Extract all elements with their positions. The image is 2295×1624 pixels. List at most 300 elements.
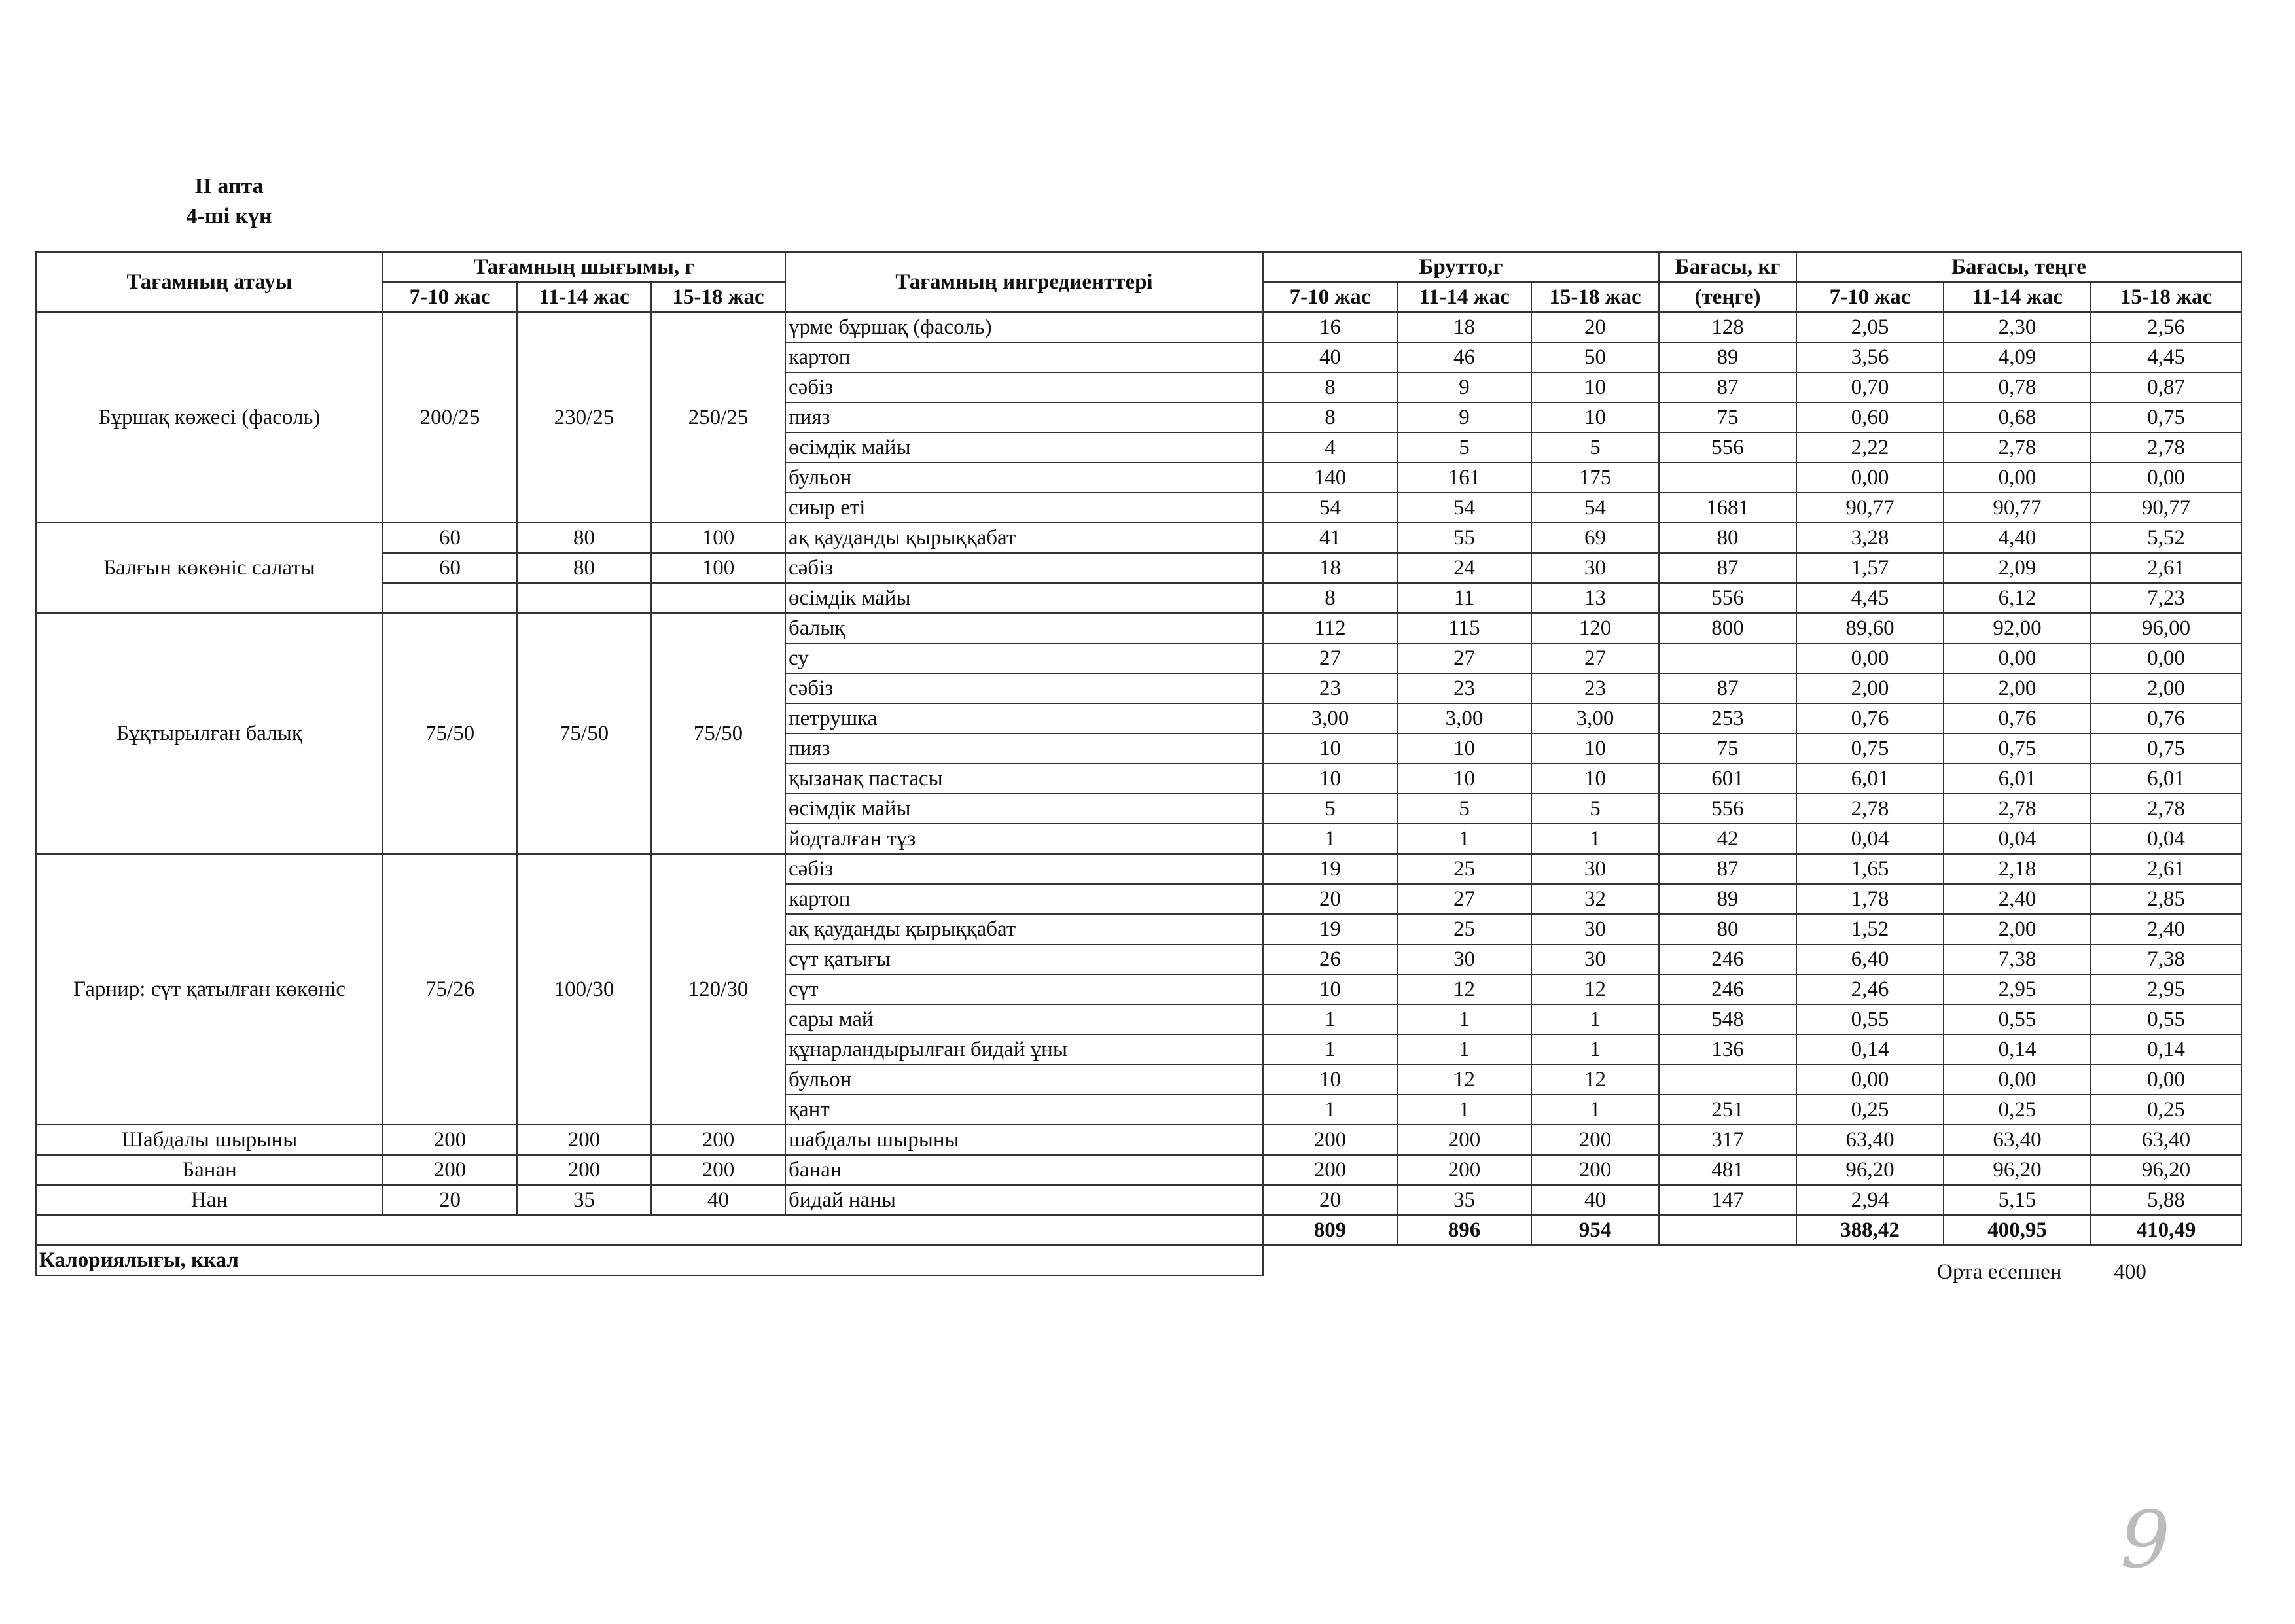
ingredient-value: 30: [1397, 944, 1531, 974]
ingredient-value: 0,75: [1944, 733, 2091, 764]
yield-age-15-18: 15-18 жас: [651, 282, 785, 312]
ingredient-value: 4: [1263, 432, 1397, 463]
ingredient-value: 1: [1397, 1095, 1531, 1125]
ingredient-value: 0,00: [2091, 643, 2241, 673]
ingredient-value: 253: [1659, 703, 1796, 733]
ingredient-value: 2,00: [1944, 914, 2091, 944]
ingredient-value: 0,76: [1796, 703, 1944, 733]
dish-yield: 40: [651, 1185, 785, 1215]
ingredient-value: 35: [1397, 1185, 1531, 1215]
ingredient-value: 9: [1397, 372, 1531, 402]
ingredient-value: 0,00: [1796, 463, 1944, 493]
dish-name: Гарнир: сүт қатылған көкөніс: [36, 854, 383, 1125]
ingredient-value: 0,00: [2091, 1065, 2241, 1095]
ingredient-value: 11: [1397, 583, 1531, 613]
ingredient-value: 251: [1659, 1095, 1796, 1125]
ingredient-value: 2,95: [2091, 974, 2241, 1004]
ingredient-value: 10: [1531, 733, 1659, 764]
ingredient-value: 30: [1531, 854, 1659, 884]
ingredient-value: 92,00: [1944, 613, 2091, 643]
price-age-15-18: 15-18 жас: [2091, 282, 2241, 312]
page-number: 9: [2120, 1495, 2171, 1586]
ingredient-value: 0,04: [1796, 824, 1944, 854]
ingredient-value: 246: [1659, 974, 1796, 1004]
ingredient-value: 0,75: [2091, 402, 2241, 432]
dish-yield: 60: [383, 523, 517, 553]
dish-yield: [651, 583, 785, 613]
ingredient-value: 2,94: [1796, 1185, 1944, 1215]
ingredient-name: сүт қатығы: [785, 944, 1263, 974]
ingredient-value: 27: [1531, 643, 1659, 673]
ingredient-value: 1,57: [1796, 553, 1944, 583]
ingredient-value: 89,60: [1796, 613, 1944, 643]
ingredient-name: бидай наны: [785, 1185, 1263, 1215]
ingredient-value: 10: [1531, 764, 1659, 794]
ingredient-value: 63,40: [1944, 1125, 2091, 1155]
ingredient-value: 24: [1397, 553, 1531, 583]
ingredient-value: 5: [1397, 432, 1531, 463]
ingredient-value: 200: [1397, 1155, 1531, 1185]
ingredient-value: 63,40: [2091, 1125, 2241, 1155]
ingredient-value: 556: [1659, 794, 1796, 824]
ingredient-value: 12: [1397, 974, 1531, 1004]
ingredient-value: 0,76: [1944, 703, 2091, 733]
dish-name: Бұршақ көжесі (фасоль): [36, 312, 383, 523]
ingredient-value: 140: [1263, 463, 1397, 493]
yield-age-11-14: 11-14 жас: [517, 282, 651, 312]
ingredient-value: 3,00: [1263, 703, 1397, 733]
ingredient-value: 27: [1397, 643, 1531, 673]
ingredient-value: 40: [1263, 342, 1397, 372]
dish-yield: 200: [517, 1125, 651, 1155]
ingredient-value: 18: [1397, 312, 1531, 342]
dish-yield: [517, 583, 651, 613]
ingredient-name: сәбіз: [785, 673, 1263, 703]
ingredient-value: 6,40: [1796, 944, 1944, 974]
ingredient-name: өсімдік майы: [785, 583, 1263, 613]
ingredient-name: йодталған тұз: [785, 824, 1263, 854]
ingredient-value: 200: [1263, 1155, 1397, 1185]
dish-name: Шабдалы шырыны: [36, 1125, 383, 1155]
ingredient-value: 5: [1531, 432, 1659, 463]
ingredient-value: 30: [1531, 944, 1659, 974]
ingredient-name: ақ қауданды қырыққабат: [785, 523, 1263, 553]
dish-name: Нан: [36, 1185, 383, 1215]
dish-yield: 80: [517, 523, 651, 553]
col-dish-name: Тағамның атауы: [36, 252, 383, 312]
ingredient-name: үрме бұршақ (фасоль): [785, 312, 1263, 342]
ingredient-value: 55: [1397, 523, 1531, 553]
ingredient-value: 2,22: [1796, 432, 1944, 463]
ingredient-value: 96,00: [2091, 613, 2241, 643]
ingredient-name: петрушка: [785, 703, 1263, 733]
ingredient-value: 96,20: [1796, 1155, 1944, 1185]
dish-name: Балғын көкөніс салаты: [36, 523, 383, 613]
ingredient-value: 90,77: [1796, 493, 1944, 523]
ingredient-value: 5: [1397, 794, 1531, 824]
ingredient-value: 12: [1531, 974, 1659, 1004]
dish-yield: 200: [383, 1125, 517, 1155]
ingredient-value: 0,00: [1796, 1065, 1944, 1095]
ingredient-value: 69: [1531, 523, 1659, 553]
ingredient-value: 25: [1397, 854, 1531, 884]
col-price-kg: Бағасы, кг: [1659, 252, 1796, 282]
dish-yield: 75/50: [383, 613, 517, 854]
table-row: [36, 854, 2241, 884]
ingredient-name: құнарландырылған бидай ұны: [785, 1034, 1263, 1065]
ingredient-value: 4,09: [1944, 342, 2091, 372]
ingredient-value: 200: [1397, 1125, 1531, 1155]
ingredient-value: 800: [1659, 613, 1796, 643]
table-row: [36, 1125, 2241, 1155]
ingredient-value: 13: [1531, 583, 1659, 613]
ingredient-value: 27: [1263, 643, 1397, 673]
dish-yield: 75/50: [651, 613, 785, 854]
ingredient-value: [1659, 463, 1796, 493]
document-header: [164, 171, 294, 232]
dish-yield: 100/30: [517, 854, 651, 1125]
ingredient-value: 23: [1397, 673, 1531, 703]
col-price-kg-unit: (теңге): [1659, 282, 1796, 312]
ingredient-value: 87: [1659, 553, 1796, 583]
ingredient-value: 1: [1263, 1004, 1397, 1034]
ingredient-value: 147: [1659, 1185, 1796, 1215]
dish-yield: [383, 583, 517, 613]
ingredient-value: 601: [1659, 764, 1796, 794]
dish-yield: 200/25: [383, 312, 517, 523]
ingredient-name: сәбіз: [785, 372, 1263, 402]
total-price-15-18: 410,49: [2091, 1215, 2241, 1245]
ingredient-value: 0,25: [2091, 1095, 2241, 1125]
ingredient-value: 10: [1397, 764, 1531, 794]
ingredient-value: 0,00: [1796, 643, 1944, 673]
brutto-age-7-10: 7-10 жас: [1263, 282, 1397, 312]
table-header: [36, 252, 2241, 312]
ingredient-value: 200: [1531, 1125, 1659, 1155]
ingredient-value: 2,95: [1944, 974, 2091, 1004]
ingredient-value: 2,40: [2091, 914, 2241, 944]
ingredient-value: 1: [1531, 1004, 1659, 1034]
ingredient-value: 0,75: [1796, 733, 1944, 764]
dish-yield: 200: [651, 1125, 785, 1155]
ingredient-value: 317: [1659, 1125, 1796, 1155]
ingredient-value: 30: [1531, 553, 1659, 583]
ingredient-value: 2,00: [2091, 673, 2241, 703]
ingredient-value: 87: [1659, 372, 1796, 402]
ingredient-value: 63,40: [1796, 1125, 1944, 1155]
ingredient-value: 20: [1263, 884, 1397, 914]
average-label: Орта есеппен: [1937, 1260, 2062, 1284]
calorie-label: Калориялығы, ккал: [36, 1245, 1263, 1275]
ingredient-value: 0,14: [2091, 1034, 2241, 1065]
ingredient-value: 1: [1397, 824, 1531, 854]
total-brutto-11-14: 896: [1397, 1215, 1531, 1245]
dish-yield: 20: [383, 1185, 517, 1215]
ingredient-value: 19: [1263, 914, 1397, 944]
ingredient-value: 1: [1531, 1095, 1659, 1125]
table-row: [36, 1155, 2241, 1185]
ingredient-value: 548: [1659, 1004, 1796, 1034]
table-body: [36, 312, 2241, 1215]
ingredient-value: 19: [1263, 854, 1397, 884]
ingredient-value: 20: [1531, 312, 1659, 342]
ingredient-value: 46: [1397, 342, 1531, 372]
ingredient-value: 128: [1659, 312, 1796, 342]
ingredient-value: 200: [1531, 1155, 1659, 1185]
dish-name: Бұқтырылған балық: [36, 613, 383, 854]
ingredient-value: 0,55: [2091, 1004, 2241, 1034]
ingredient-value: 54: [1263, 493, 1397, 523]
ingredient-value: 30: [1531, 914, 1659, 944]
ingredient-value: 54: [1397, 493, 1531, 523]
ingredient-name: картоп: [785, 342, 1263, 372]
ingredient-value: 80: [1659, 523, 1796, 553]
ingredient-value: 42: [1659, 824, 1796, 854]
ingredient-value: 2,00: [1796, 673, 1944, 703]
ingredient-value: 10: [1263, 764, 1397, 794]
ingredient-name: банан: [785, 1155, 1263, 1185]
ingredient-name: пияз: [785, 402, 1263, 432]
ingredient-value: 7,23: [2091, 583, 2241, 613]
ingredient-name: су: [785, 643, 1263, 673]
dish-yield: 200: [651, 1155, 785, 1185]
ingredient-value: 0,25: [1944, 1095, 2091, 1125]
ingredient-value: 26: [1263, 944, 1397, 974]
table-row: [36, 1185, 2241, 1215]
ingredient-name: бульон: [785, 1065, 1263, 1095]
average-value: 400: [2114, 1260, 2146, 1284]
ingredient-value: 136: [1659, 1034, 1796, 1065]
ingredient-value: 2,78: [2091, 794, 2241, 824]
total-brutto-15-18: 954: [1531, 1215, 1659, 1245]
ingredient-value: 175: [1531, 463, 1659, 493]
dish-yield: 200: [517, 1155, 651, 1185]
ingredient-value: 2,78: [1944, 432, 2091, 463]
yield-age-7-10: 7-10 жас: [383, 282, 517, 312]
ingredient-value: 87: [1659, 854, 1796, 884]
ingredient-value: 6,01: [2091, 764, 2241, 794]
ingredient-value: 10: [1263, 1065, 1397, 1095]
ingredient-value: 0,68: [1944, 402, 2091, 432]
ingredient-value: 3,00: [1397, 703, 1531, 733]
dish-yield: 75/26: [383, 854, 517, 1125]
ingredient-value: 0,70: [1796, 372, 1944, 402]
ingredient-value: 1: [1397, 1034, 1531, 1065]
col-yield: Тағамның шығымы, г: [383, 252, 785, 282]
ingredient-value: 4,45: [2091, 342, 2241, 372]
ingredient-value: 1: [1263, 1095, 1397, 1125]
ingredient-name: қант: [785, 1095, 1263, 1125]
ingredient-value: 2,61: [2091, 854, 2241, 884]
ingredient-name: ақ қауданды қырыққабат: [785, 914, 1263, 944]
ingredient-value: 1,52: [1796, 914, 1944, 944]
brutto-age-15-18: 15-18 жас: [1531, 282, 1659, 312]
ingredient-value: 25: [1397, 914, 1531, 944]
menu-table: [35, 251, 2242, 1276]
ingredient-name: картоп: [785, 884, 1263, 914]
col-brutto: Брутто,г: [1263, 252, 1659, 282]
ingredient-value: 1,78: [1796, 884, 1944, 914]
ingredient-value: 5: [1531, 794, 1659, 824]
ingredient-value: 556: [1659, 432, 1796, 463]
table-row: [36, 312, 2241, 342]
ingredient-value: 1: [1263, 1034, 1397, 1065]
ingredient-value: 1: [1531, 1034, 1659, 1065]
ingredient-value: 2,40: [1944, 884, 2091, 914]
ingredient-value: 10: [1397, 733, 1531, 764]
ingredient-name: сиыр еті: [785, 493, 1263, 523]
ingredient-value: 2,30: [1944, 312, 2091, 342]
ingredient-value: 8: [1263, 583, 1397, 613]
ingredient-name: пияз: [785, 733, 1263, 764]
ingredient-value: 7,38: [1944, 944, 2091, 974]
ingredient-value: 2,78: [2091, 432, 2241, 463]
ingredient-value: 7,38: [2091, 944, 2241, 974]
ingredient-value: 0,04: [1944, 824, 2091, 854]
ingredient-value: 10: [1531, 402, 1659, 432]
ingredient-value: 8: [1263, 402, 1397, 432]
ingredient-value: 161: [1397, 463, 1531, 493]
total-price-11-14: 400,95: [1944, 1215, 2091, 1245]
ingredient-value: 0,14: [1944, 1034, 2091, 1065]
ingredient-value: 89: [1659, 884, 1796, 914]
ingredient-value: 120: [1531, 613, 1659, 643]
ingredient-name: қызанақ пастасы: [785, 764, 1263, 794]
ingredient-name: өсімдік майы: [785, 794, 1263, 824]
ingredient-value: 556: [1659, 583, 1796, 613]
ingredient-value: 96,20: [1944, 1155, 2091, 1185]
ingredient-value: 75: [1659, 733, 1796, 764]
ingredient-name: сүт: [785, 974, 1263, 1004]
ingredient-value: 0,04: [2091, 824, 2241, 854]
ingredient-value: 2,00: [1944, 673, 2091, 703]
ingredient-value: 200: [1263, 1125, 1397, 1155]
ingredient-value: 87: [1659, 673, 1796, 703]
table-row: [36, 523, 2241, 553]
ingredient-value: 2,56: [2091, 312, 2241, 342]
ingredient-value: 54: [1531, 493, 1659, 523]
ingredient-value: 10: [1263, 733, 1397, 764]
dish-yield: 100: [651, 523, 785, 553]
ingredient-value: 0,00: [1944, 1065, 2091, 1095]
ingredient-value: 6,12: [1944, 583, 2091, 613]
dish-yield: 75/50: [517, 613, 651, 854]
ingredient-value: 20: [1263, 1185, 1397, 1215]
ingredient-value: 50: [1531, 342, 1659, 372]
ingredient-value: 0,75: [2091, 733, 2241, 764]
totals-section: [36, 1215, 2241, 1275]
ingredient-value: 2,09: [1944, 553, 2091, 583]
ingredient-value: 0,55: [1944, 1004, 2091, 1034]
ingredient-value: 80: [1659, 914, 1796, 944]
ingredient-value: 4,45: [1796, 583, 1944, 613]
ingredient-value: 0,87: [2091, 372, 2241, 402]
ingredient-value: 10: [1263, 974, 1397, 1004]
price-age-7-10: 7-10 жас: [1796, 282, 1944, 312]
ingredient-value: 2,18: [1944, 854, 2091, 884]
ingredient-value: 3,00: [1531, 703, 1659, 733]
ingredient-value: 32: [1531, 884, 1659, 914]
ingredient-value: 112: [1263, 613, 1397, 643]
ingredient-value: 2,85: [2091, 884, 2241, 914]
dish-yield: 120/30: [651, 854, 785, 1125]
average-line: [1937, 1260, 2146, 1284]
calorie-row: [36, 1245, 2241, 1275]
totals-row: [36, 1215, 2241, 1245]
ingredient-value: 5,88: [2091, 1185, 2241, 1215]
ingredient-value: 27: [1397, 884, 1531, 914]
ingredient-value: 18: [1263, 553, 1397, 583]
dish-yield: 35: [517, 1185, 651, 1215]
price-age-11-14: 11-14 жас: [1944, 282, 2091, 312]
ingredient-value: 5,15: [1944, 1185, 2091, 1215]
ingredient-value: 1: [1397, 1004, 1531, 1034]
ingredient-value: 2,78: [1796, 794, 1944, 824]
ingredient-name: шабдалы шырыны: [785, 1125, 1263, 1155]
ingredient-value: 3,56: [1796, 342, 1944, 372]
ingredient-value: 2,05: [1796, 312, 1944, 342]
ingredient-name: балық: [785, 613, 1263, 643]
ingredient-value: 1: [1263, 824, 1397, 854]
ingredient-value: 2,46: [1796, 974, 1944, 1004]
ingredient-value: 481: [1659, 1155, 1796, 1185]
total-price-7-10: 388,42: [1796, 1215, 1944, 1245]
dish-yield: 100: [651, 553, 785, 583]
ingredient-value: 5,52: [2091, 523, 2241, 553]
ingredient-value: 0,76: [2091, 703, 2241, 733]
ingredient-value: 9: [1397, 402, 1531, 432]
ingredient-value: 90,77: [1944, 493, 2091, 523]
ingredient-value: 1,65: [1796, 854, 1944, 884]
ingredient-value: 89: [1659, 342, 1796, 372]
table-row: [36, 613, 2241, 643]
ingredient-value: 40: [1531, 1185, 1659, 1215]
dish-yield: 80: [517, 553, 651, 583]
ingredient-value: 0,78: [1944, 372, 2091, 402]
ingredient-value: 90,77: [2091, 493, 2241, 523]
brutto-age-11-14: 11-14 жас: [1397, 282, 1531, 312]
ingredient-value: 0,14: [1796, 1034, 1944, 1065]
ingredient-value: 2,61: [2091, 553, 2241, 583]
ingredient-value: 0,55: [1796, 1004, 1944, 1034]
ingredient-value: 1: [1531, 824, 1659, 854]
ingredient-value: 0,60: [1796, 402, 1944, 432]
dish-yield: 200: [383, 1155, 517, 1185]
ingredient-value: 3,28: [1796, 523, 1944, 553]
ingredient-value: 6,01: [1944, 764, 2091, 794]
ingredient-value: 0,25: [1796, 1095, 1944, 1125]
col-price: Бағасы, теңге: [1796, 252, 2241, 282]
dish-yield: 250/25: [651, 312, 785, 523]
ingredient-value: 6,01: [1796, 764, 1944, 794]
day-label: 4-ші күн: [186, 204, 272, 228]
week-label: II апта: [194, 174, 264, 198]
ingredient-value: 12: [1531, 1065, 1659, 1095]
ingredient-value: 0,00: [2091, 463, 2241, 493]
ingredient-name: сары май: [785, 1004, 1263, 1034]
ingredient-value: 41: [1263, 523, 1397, 553]
ingredient-name: бульон: [785, 463, 1263, 493]
ingredient-value: 246: [1659, 944, 1796, 974]
ingredient-value: [1659, 1065, 1796, 1095]
ingredient-value: 8: [1263, 372, 1397, 402]
col-ingredients: Тағамның ингредиенттері: [785, 252, 1263, 312]
ingredient-value: 23: [1263, 673, 1397, 703]
ingredient-value: 4,40: [1944, 523, 2091, 553]
ingredient-value: 5: [1263, 794, 1397, 824]
ingredient-value: 10: [1531, 372, 1659, 402]
ingredient-value: 0,00: [1944, 643, 2091, 673]
